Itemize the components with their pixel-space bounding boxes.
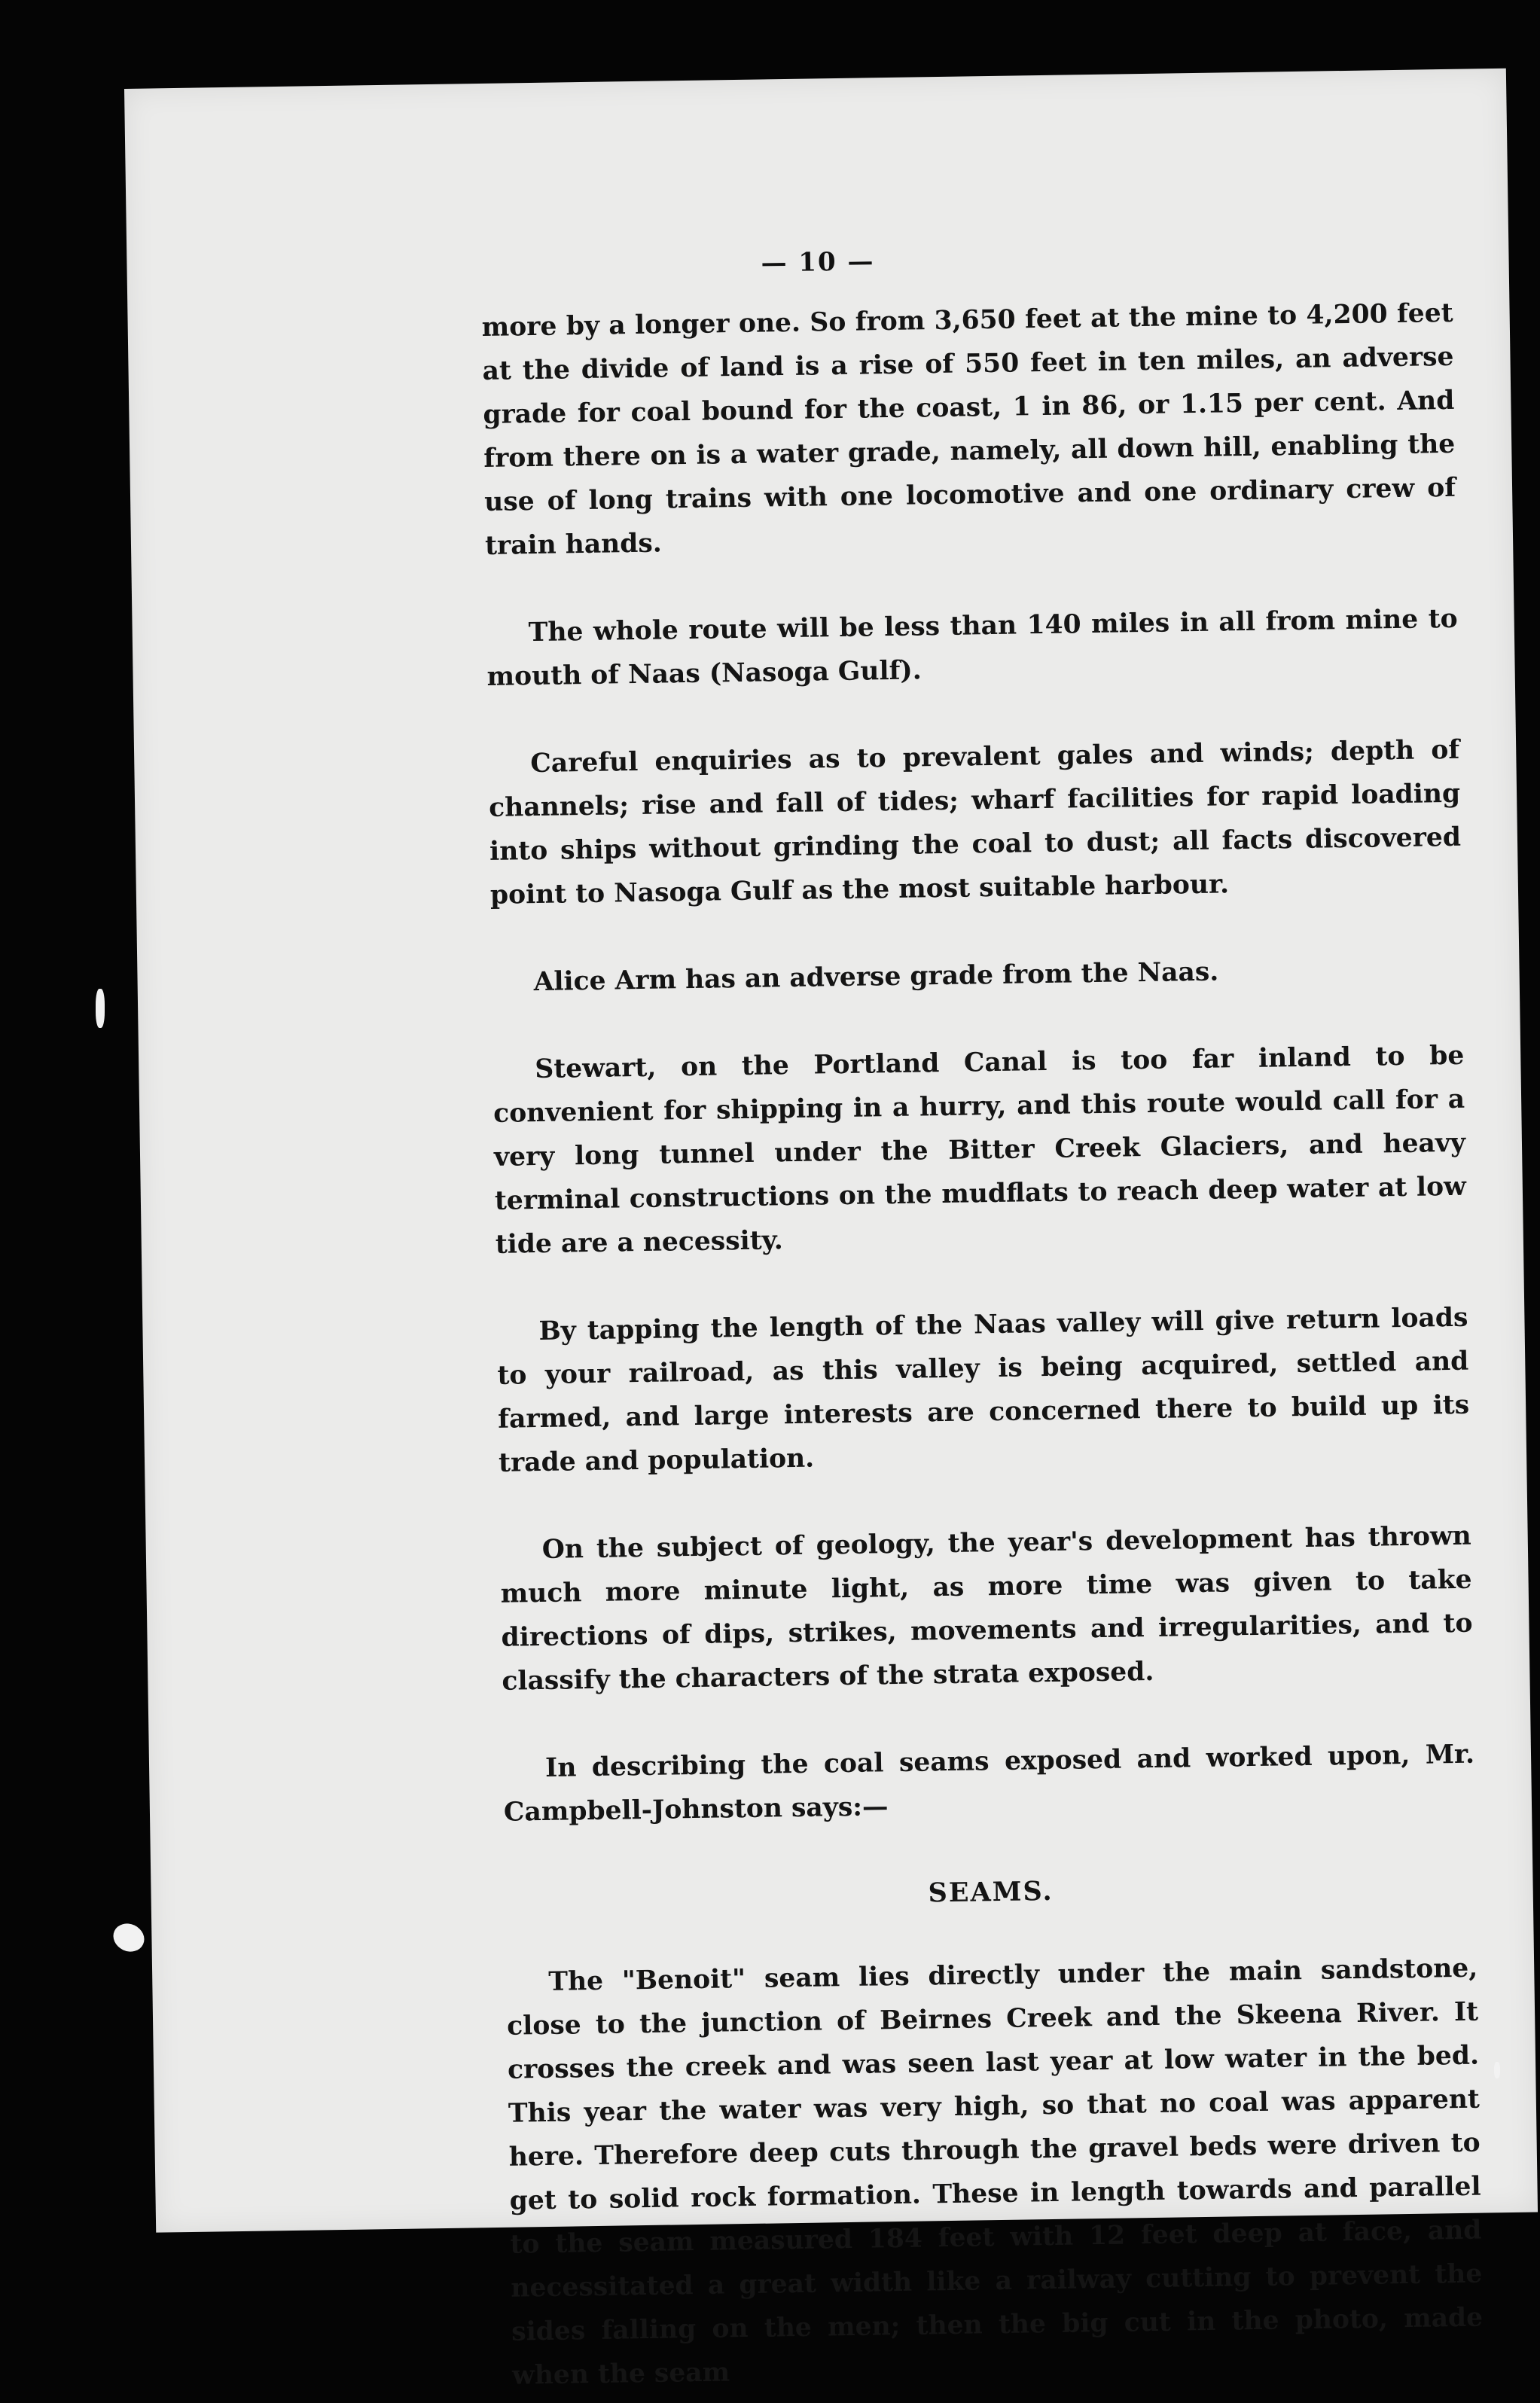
page-number: — 10 — [761, 246, 875, 279]
paragraph-5: Stewart, on the Portland Canal is too far inland to be convenient for shipping in a hurry, and this route would call for a very long tunnel under the Bitter Creek Glaciers, and heavy terminal constructions on the mudflats to reach deep water at low tide are a necessity. [492, 1040, 1467, 1260]
paragraph-6: By tapping the length of the Naas valley will give return loads to your railroad, as this valley is being acquired, settled and farmed, and large interests are concerned there to build up its trade and population. [497, 1302, 1470, 1478]
scan-artifact [108, 1919, 148, 1956]
paragraph-2: The whole route will be less than 140 miles in all from mine to mouth of Naas (Nasoga Gulf). [486, 603, 1458, 692]
scan-artifact [96, 989, 105, 1028]
scanned-page [124, 69, 1538, 2391]
paragraph-1: more by a longer one. So from 3,650 feet at the mine to 4,200 feet at the divide of land is a rise of 550 feet in ten miles, an adverse grade for coal bound for the coast, 1 in 86, or 1.15 per cent. And from there on is a water grade, namely, all down hill, enabling the use of long trains with one locomotive and one ordinary crew of train hands. [481, 297, 1456, 561]
paragraph-4: Alice Arm has an adverse grade from the Naas. [533, 956, 1219, 998]
body-text [481, 291, 1484, 2398]
section-heading: SEAMS. [928, 1875, 1054, 1909]
paragraph-7: On the subject of geology, the year's development has thrown much more minute light, as more time was given to take directions of dips, strikes, movements and irregularities, and to classify the characters of the strata exposed. [500, 1520, 1473, 1697]
paragraph-8: In describing the coal seams exposed and worked upon, Mr. Campbell-Johnston says:— [503, 1739, 1475, 1828]
paragraph-3: Careful enquiries as to prevalent gales and winds; depth of channels; rise and fall of tides; wharf facilities for rapid loading into ships without grinding the coal to dust; all facts discovered point to Nasoga Gulf as the most suitable harbour. [488, 734, 1462, 910]
paragraph-9: The "Benoit" seam lies directly under the main sandstone, close to the junction of Beirnes Creek and the Skeena River. It crosses the creek and was seen last year at low water in the bed. This year the water was very high, so that no coal was apparent here. Therefore deep cuts through the gravel beds were driven to get to solid rock formation. These in length towards and parallel to the seam measured 184 feet with 12 feet deep at face, and necessitated a great width like a railway cutting to prevent the sides falling on the men; then the big cut in the photo, made when the seam [506, 1953, 1484, 2391]
scan-artifact [1494, 2062, 1500, 2078]
